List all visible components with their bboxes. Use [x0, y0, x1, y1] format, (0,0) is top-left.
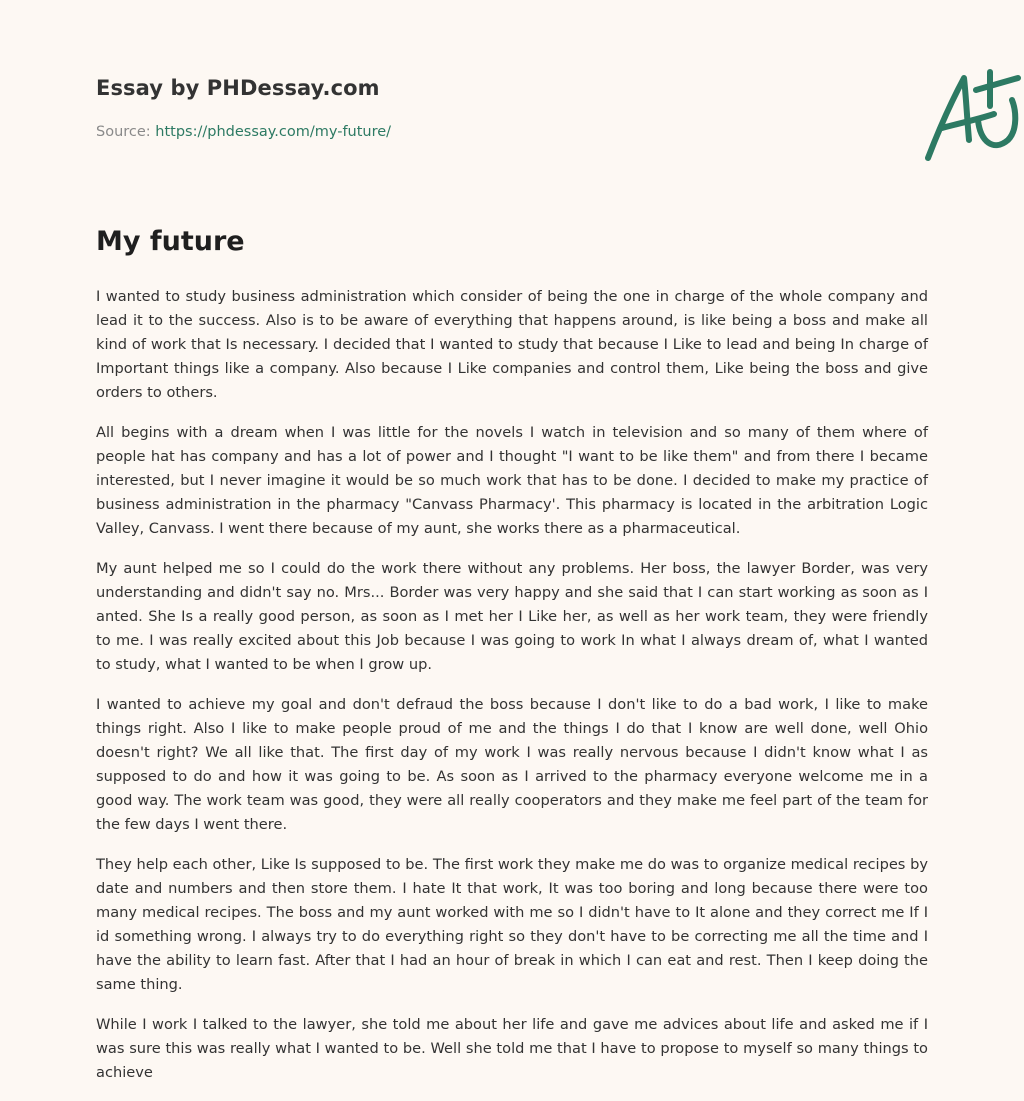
essay-paragraph-5: They help each other, Like Is supposed to be. The first work they make me do was to organize medical recipes by date and numbers and then store them. I hate It that work, It was too boring and long because there were too many medical recipes. The boss and my aunt worked with me so I didn't have to It alone and they correct me If I id something wrong. I always try to do everything right so they don't have to be correcting me all the time and I have the ability to learn fast. After that I had an hour of break in which I can eat and rest. Then I keep doing the same thing. — [96, 856, 928, 993]
essay-paragraph-2: All begins with a dream when I was little for the novels I watch in television and so many of them where of people hat has company and has a lot of power and I thought "I want to be like them" and from there I became interested, but I never imagine it would be so much work that has to be done. I decided to make my practice of business administration in the pharmacy "Canvass Pharmacy'. This pharmacy is located in the arbitration Logic Valley, Canvass. I went there because of my aunt, she works there as a pharmaceutical. — [96, 424, 928, 537]
essay-body — [96, 285, 928, 1101]
essay-title: My future — [96, 226, 245, 257]
a-plus-grade-icon — [920, 66, 1024, 166]
source-label: Source: — [96, 124, 151, 140]
site-title: Essay by PHDessay.com — [96, 76, 380, 100]
essay-paragraph-1: I wanted to study business administration which consider of being the one in charge of the whole company and lead it to the success. Also is to be aware of everything that happens around, is like being a boss and make all kind of work that Is necessary. I decided that I wanted to study that because I Like to lead and being In charge of Important things like a company. Also because I Like companies and control them, Like being the boss and give orders to others. — [96, 288, 928, 401]
essay-paragraph-4: I wanted to achieve my goal and don't defraud the boss because I don't like to do a bad work, I like to make things right. Also I like to make people proud of me and the things I do that I know are well done, well Ohio doesn't right? We all like that. The first day of my work I was really nervous because I didn't know what I as supposed to do and how it was going to be. As soon as I arrived to the pharmacy everyone welcome me in a good way. The work team was good, they were all really cooperators and they make me feel part of the team for the few days I went there. — [96, 696, 928, 833]
source-link[interactable]: https://phdessay.com/my-future/ — [155, 124, 392, 140]
essay-paragraph-3: My aunt helped me so I could do the work there without any problems. Her boss, the lawyer Border, was very understanding and didn't say no. Mrs... Border was very happy and she said that I can start working as soon as I anted. She Is a really good person, as soon as I met her I Like her, as well as her work team, they were friendly to me. I was really excited about this Job because I was going to work In what I always dream of, what I wanted to study, what I wanted to be when I grow up. — [96, 560, 928, 673]
source-line — [96, 124, 391, 140]
essay-paragraph-6: While I work I talked to the lawyer, she told me about her life and gave me advices about life and asked me if I was sure this was really what I wanted to be. Well she told me that I have to propose to myself so many things to achieve — [96, 1016, 928, 1081]
